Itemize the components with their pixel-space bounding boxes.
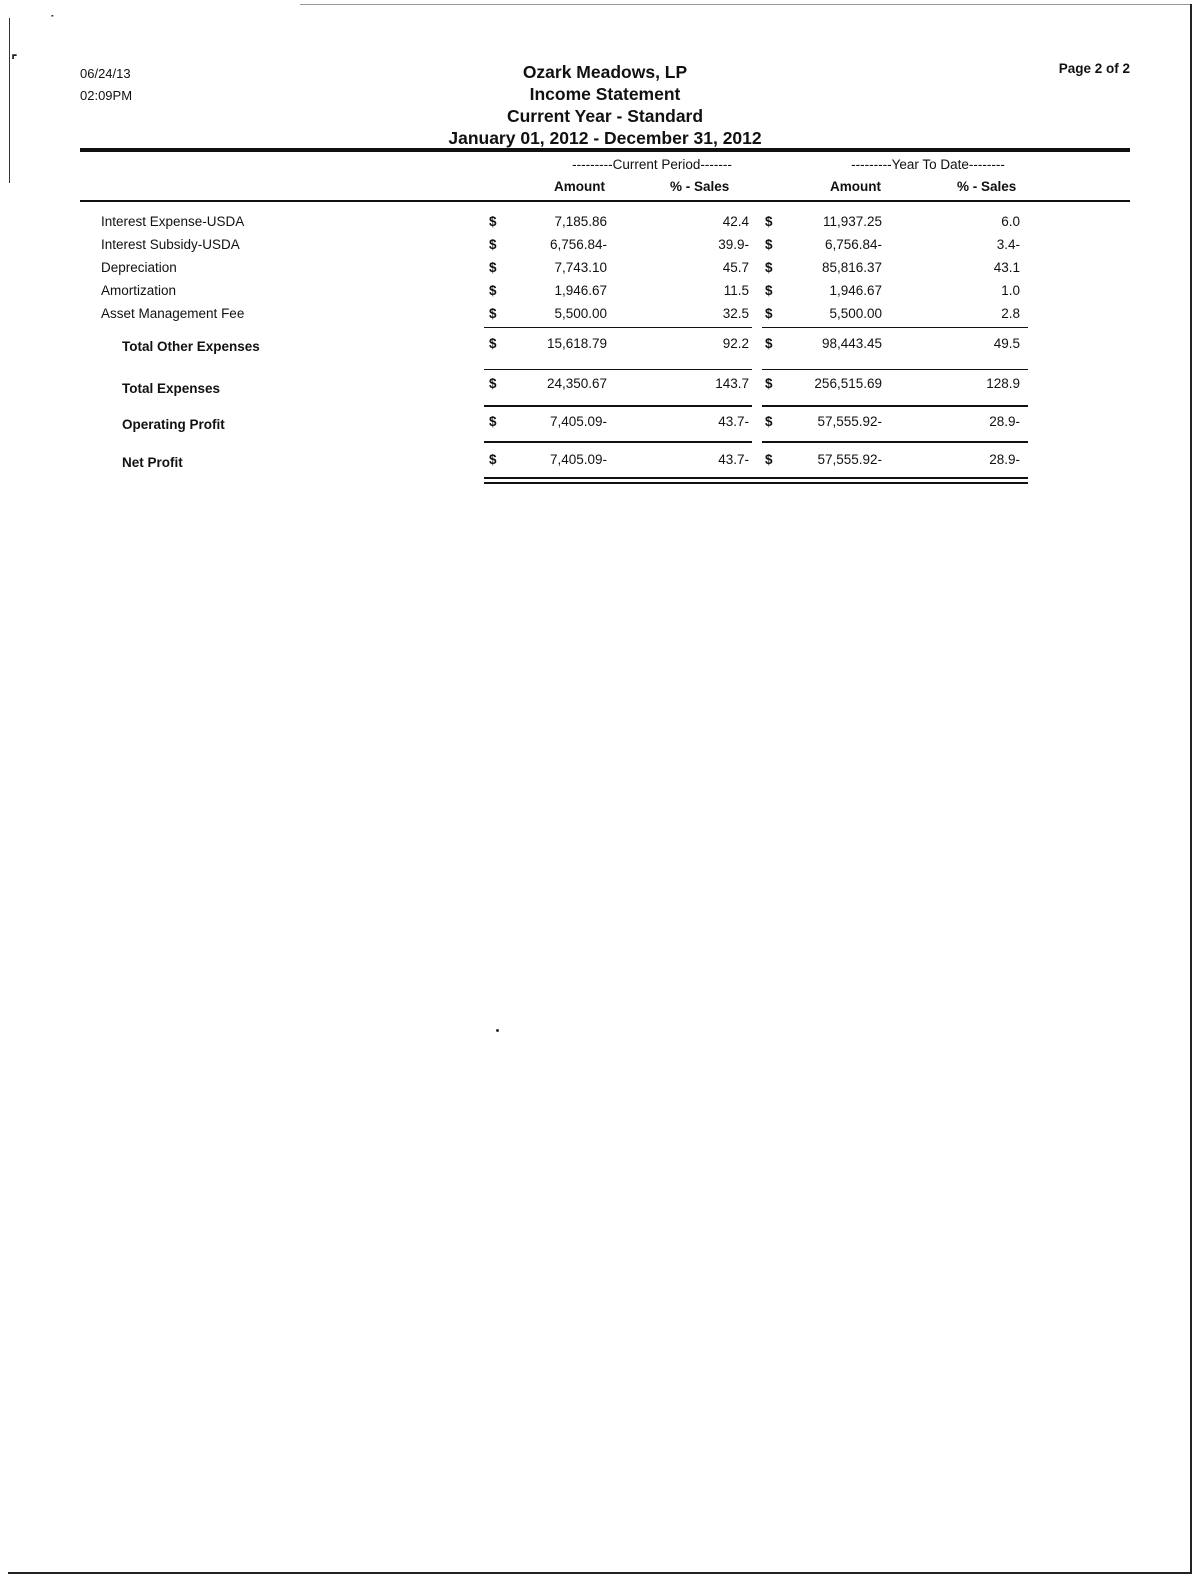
ytd-amount: 6,756.84- bbox=[824, 237, 882, 252]
cp-pct-sales: 92.2 bbox=[722, 336, 749, 351]
scan-speck bbox=[496, 1029, 499, 1032]
currency-symbol: $ bbox=[489, 376, 497, 391]
cp-pct-sales: 45.7 bbox=[722, 260, 749, 275]
currency-symbol: $ bbox=[765, 336, 773, 351]
ytd-amount: 85,816.37 bbox=[821, 260, 882, 275]
ytd-pct-sales: 28.9- bbox=[989, 414, 1020, 429]
table-row bbox=[0, 214, 1200, 236]
row-label: Depreciation bbox=[101, 260, 177, 275]
current-period-group-header: ---------Current Period------- bbox=[572, 157, 732, 172]
subtotal-rule bbox=[762, 441, 1028, 443]
total-label: Total Other Expenses bbox=[122, 339, 260, 354]
subtotal-rule bbox=[484, 327, 752, 328]
currency-symbol: $ bbox=[489, 452, 497, 467]
currency-symbol: $ bbox=[489, 237, 497, 252]
subtotal-rule bbox=[762, 405, 1028, 407]
currency-symbol: $ bbox=[765, 452, 773, 467]
cp-amount: 1,946.67 bbox=[554, 283, 607, 298]
scan-border-top bbox=[300, 4, 1192, 5]
subtotal-rule bbox=[484, 369, 752, 370]
total-row bbox=[0, 336, 1200, 358]
cp-pct-sales: 39.9- bbox=[718, 237, 749, 252]
total-row bbox=[0, 452, 1200, 474]
currency-symbol: $ bbox=[765, 237, 773, 252]
report-type: Current Year - Standard bbox=[506, 106, 704, 126]
subtotal-rule bbox=[484, 405, 752, 407]
row-label: Amortization bbox=[101, 283, 177, 298]
ytd-pct-sales-header: % - Sales bbox=[957, 179, 1017, 194]
header-rule bbox=[80, 148, 1130, 152]
row-label: Interest Expense-USDA bbox=[101, 214, 245, 229]
ytd-pct-sales: 3.4- bbox=[996, 237, 1020, 252]
ytd-pct-sales: 49.5 bbox=[993, 336, 1020, 351]
currency-symbol: $ bbox=[765, 376, 773, 391]
currency-symbol: $ bbox=[489, 336, 497, 351]
cp-amount: 24,350.67 bbox=[546, 376, 607, 391]
currency-symbol: $ bbox=[489, 306, 497, 321]
total-label: Operating Profit bbox=[122, 417, 225, 432]
ytd-amount: 57,555.92- bbox=[817, 452, 882, 467]
ytd-pct-sales: 2.8 bbox=[1001, 306, 1020, 321]
ytd-group-header: ---------Year To Date-------- bbox=[851, 157, 1005, 172]
report-name: Income Statement bbox=[529, 84, 681, 104]
currency-symbol: $ bbox=[765, 306, 773, 321]
table-row bbox=[0, 306, 1200, 328]
currency-symbol: $ bbox=[765, 283, 773, 298]
ytd-pct-sales: 28.9- bbox=[989, 452, 1020, 467]
total-label: Total Expenses bbox=[122, 381, 221, 396]
cp-pct-sales: 32.5 bbox=[722, 306, 749, 321]
currency-symbol: $ bbox=[489, 414, 497, 429]
ytd-pct-sales: 128.9 bbox=[986, 376, 1020, 391]
ytd-pct-sales: 43.1 bbox=[993, 260, 1020, 275]
cp-amount: 7,405.09- bbox=[549, 452, 607, 467]
total-row bbox=[0, 376, 1200, 398]
report-date: 06/24/13 bbox=[80, 66, 131, 81]
row-label: Asset Management Fee bbox=[101, 306, 245, 321]
report-time: 02:09PM bbox=[80, 88, 133, 103]
total-label: Net Profit bbox=[122, 455, 183, 470]
cp-amount: 7,185.86 bbox=[554, 214, 607, 229]
double-underline bbox=[484, 482, 1028, 484]
cp-amount-header: Amount bbox=[554, 179, 605, 194]
cp-amount: 6,756.84- bbox=[549, 237, 607, 252]
cp-amount: 7,405.09- bbox=[549, 414, 607, 429]
scan-artifact-mark: ˙ bbox=[50, 12, 55, 28]
ytd-amount: 11,937.25 bbox=[822, 214, 882, 229]
margin-mark bbox=[9, 18, 10, 183]
total-row bbox=[0, 414, 1200, 436]
currency-symbol: $ bbox=[489, 214, 497, 229]
table-row bbox=[0, 283, 1200, 305]
scan-artifact-mark: ⌜ bbox=[11, 52, 18, 68]
ytd-amount: 98,443.45 bbox=[821, 336, 882, 351]
cp-amount: 7,743.10 bbox=[554, 260, 607, 275]
cp-pct-sales: 43.7- bbox=[718, 414, 749, 429]
table-row bbox=[0, 237, 1200, 259]
cp-pct-sales: 11.5 bbox=[723, 283, 749, 298]
cp-pct-sales: 143.7 bbox=[715, 376, 749, 391]
subtotal-rule bbox=[484, 441, 752, 443]
currency-symbol: $ bbox=[489, 283, 497, 298]
row-label: Interest Subsidy-USDA bbox=[101, 237, 240, 252]
scan-border-bottom bbox=[8, 1572, 1192, 1574]
ytd-amount: 256,515.69 bbox=[814, 376, 882, 391]
cp-amount: 15,618.79 bbox=[546, 336, 607, 351]
subtotal-rule bbox=[762, 327, 1028, 328]
cp-pct-sales: 42.4 bbox=[722, 214, 749, 229]
ytd-amount: 1,946.67 bbox=[829, 283, 882, 298]
column-header-rule bbox=[80, 200, 1130, 202]
cp-pct-sales-header: % - Sales bbox=[670, 179, 730, 194]
double-underline bbox=[484, 477, 1028, 479]
ytd-amount: 5,500.00 bbox=[829, 306, 882, 321]
page-number: Page 2 of 2 bbox=[1058, 61, 1130, 76]
company-name: Ozark Meadows, LP bbox=[522, 62, 688, 82]
ytd-amount: 57,555.92- bbox=[817, 414, 882, 429]
report-period: January 01, 2012 - December 31, 2012 bbox=[448, 128, 762, 148]
table-row bbox=[0, 260, 1200, 282]
subtotal-rule bbox=[762, 369, 1028, 370]
ytd-pct-sales: 1.0 bbox=[1001, 283, 1020, 298]
cp-pct-sales: 43.7- bbox=[718, 452, 749, 467]
cp-amount: 5,500.00 bbox=[554, 306, 607, 321]
currency-symbol: $ bbox=[765, 260, 773, 275]
currency-symbol: $ bbox=[765, 214, 773, 229]
currency-symbol: $ bbox=[489, 260, 497, 275]
currency-symbol: $ bbox=[765, 414, 773, 429]
ytd-pct-sales: 6.0 bbox=[1001, 214, 1020, 229]
ytd-amount-header: Amount bbox=[830, 179, 881, 194]
